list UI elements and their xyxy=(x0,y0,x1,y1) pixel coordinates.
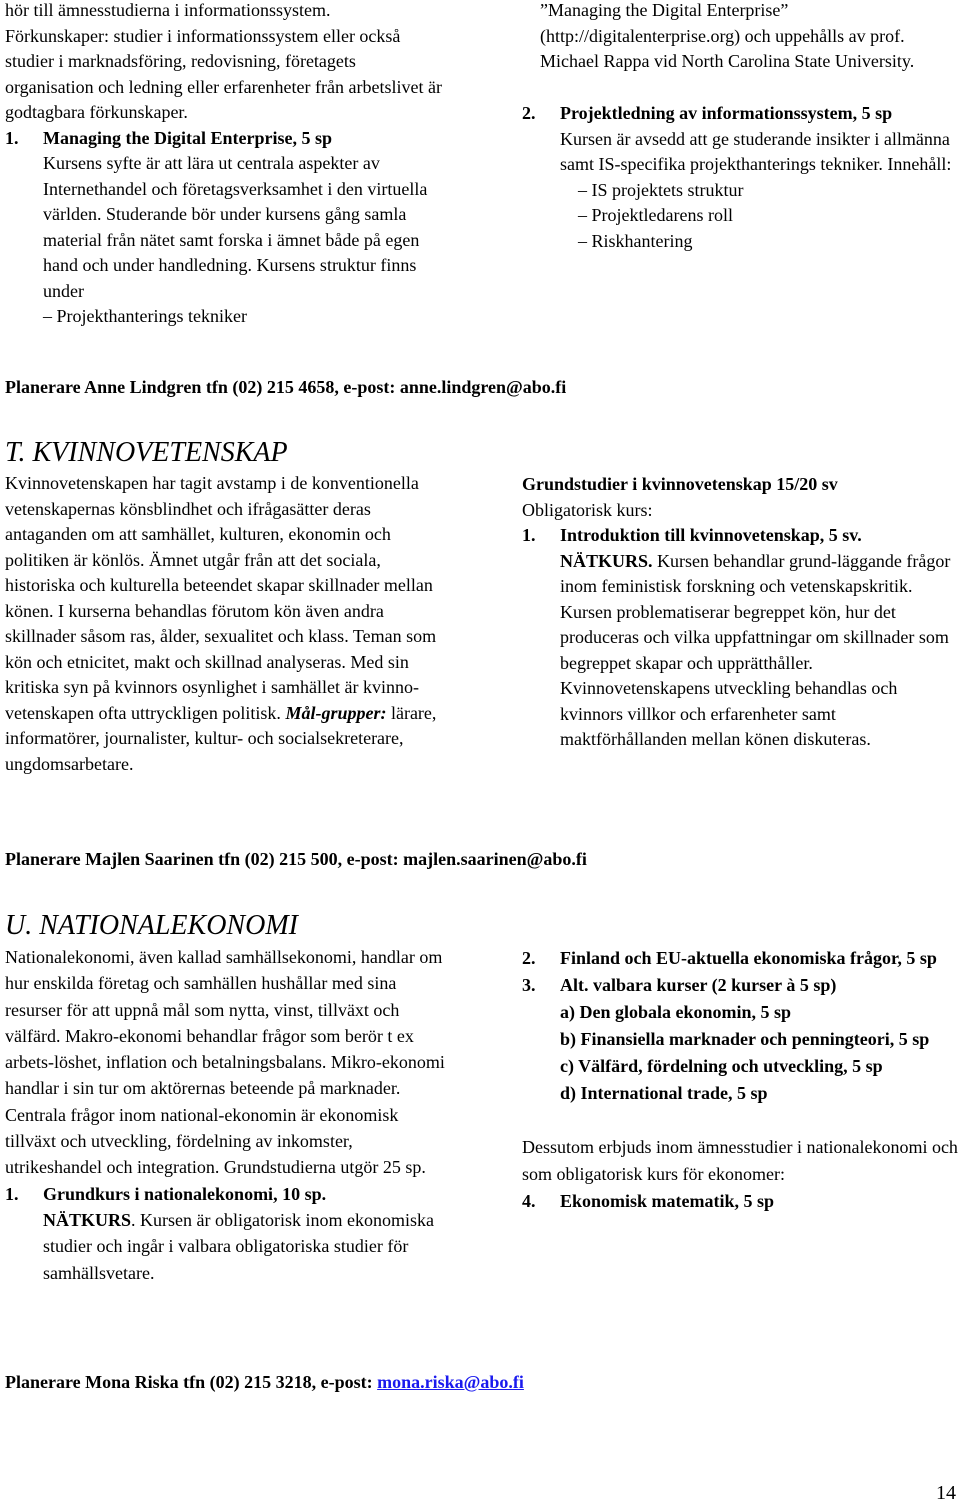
course-description: Kursens syfte är att lära ut centrala aspekter av Internethandel och företagsverksamhet i den virtuella världen. Studerande bör under kursens gång samla material från nätet samt forska i ämnet både på egen hand och under handledning. Kursens struktur finns under xyxy=(43,153,428,301)
course-title: Projektledning av informationssystem, 5 sp xyxy=(560,103,893,123)
course-title: Ekonomisk matematik, 5 sp xyxy=(560,1191,775,1211)
section-t-left-column xyxy=(5,471,445,777)
course-item xyxy=(522,1188,960,1215)
list-item: – Riskhantering xyxy=(578,230,693,251)
content-list xyxy=(560,178,960,255)
section-heading: U. NATIONALEKONOMI xyxy=(5,910,298,941)
course-item xyxy=(5,126,445,330)
course-dash-item: – Projekthanterings tekniker xyxy=(43,306,247,326)
planner-line xyxy=(5,1372,524,1393)
prerequisites-text: Förkunskaper: studier i informationssystem eller också studier i marknadsföring, redovisning, företagets organisation och ledning eller erfarenheter från arbetslivet är godtagbara förkunskaper. xyxy=(5,25,442,122)
additional-studies-text: Dessutom erbjuds inom ämnesstudier i nationalekonomi och som obligatorisk kurs för ekonomer: xyxy=(522,1137,958,1184)
section-description: Nationalekonomi, även kallad samhällsekonomi, handlar om hur enskilda företag och samhällen hushållar med sina resurser för att uppnå mål som nytta, vinst, tillväxt och välfärd. Makro-ekonomi behandlar frågor som berör t ex arbets-löshet, inflation och betalningsbalans. Mikro-ekonomi handlar i sin tur om aktörernas beteende på marknader. Centrala frågor inom national-ekonomin är ekonomisk tillväxt och utveckling, fördelning av inkomster, utrikeshandel och integration. Grundstudierna utgör 25 sp. xyxy=(5,947,445,1178)
intro-line: hör till ämnesstudierna i informationssystem. xyxy=(5,0,331,20)
target-groups-text: lärare, informatörer, journalister, kultur- och socialsekreterare, ungdomsarbetare. xyxy=(5,702,437,774)
course-text: Kursen behandlar grund-läggande frågor inom feministisk forskning och vetenskapskritik. Kursen problematiserar begreppet kön, hur det produceras och vilka uppfattningar om skillnader som begreppet skapar och upprätthåller. Kvinnovetenskapens utveckling behandlas och kvinnors villkor och erfarenheter samt maktförhållanden mellan könen diskuteras. xyxy=(560,550,951,749)
section-s-left-column xyxy=(5,0,445,330)
course-item xyxy=(5,1181,445,1286)
course-title: Managing the Digital Enterprise, 5 sp xyxy=(43,127,333,148)
course-item xyxy=(522,945,960,972)
section-heading: T. KVINNOVETENSKAP xyxy=(5,437,288,468)
course-tag: NÄTKURS. xyxy=(560,550,653,571)
section-t-right-column xyxy=(522,472,960,753)
target-groups-label: Mål-grupper: xyxy=(285,702,387,723)
planner-line: Planerare Anne Lindgren tfn (02) 215 4658, e-post: anne.lindgren@abo.fi xyxy=(5,377,567,397)
section-u-right-column xyxy=(522,945,960,1215)
course-number: 1. xyxy=(5,1183,19,1204)
section-description: Kvinnovetenskapen har tagit avstamp i de konventionella vetenskapernas könsblindhet och ifrågasätter deras antaganden om att samhället, kulturen, ekonomin och politiken är könlös. Ämnet utgår från att det sociala, historiska och kulturella beteendet skapar skillnader mellan könen. I kurserna behandlas förutom kön även andra skillnader såsom ras, ålder, sexualitet och klass. Teman som kön och etnicitet, makt och skillnad analyseras. Med sin kritiska syn på kvinnors osynlighet i samhället är kvinno-vetenskapen ofta uttryckligen politisk. xyxy=(5,473,437,723)
course-number: 2. xyxy=(522,103,536,123)
list-item: – Projektledarens roll xyxy=(578,205,733,225)
email-link[interactable]: mona.riska@abo.fi xyxy=(377,1372,524,1392)
elective-list xyxy=(560,999,960,1107)
course-title: Introduktion till kvinnovetenskap, 5 sv. xyxy=(560,525,862,545)
course-title: Alt. valbara kurser (2 kurser à 5 sp) xyxy=(560,975,837,995)
course-item xyxy=(522,972,960,1107)
section-s-right-column xyxy=(540,0,960,75)
course-number: 1. xyxy=(5,127,19,148)
course-number: 4. xyxy=(522,1191,536,1211)
studies-subheading: Obligatorisk kurs: xyxy=(522,499,653,520)
course-description xyxy=(43,1207,445,1286)
course-title: Grundkurs i nationalekonomi, 10 sp. xyxy=(43,1183,327,1204)
course-item xyxy=(522,101,960,254)
list-item: a) Den globala ekonomin, 5 sp xyxy=(560,1002,792,1022)
list-item: b) Finansiella marknader och penningteori, 5 sp xyxy=(560,1029,930,1049)
planner-text: Planerare Mona Riska tfn (02) 215 3218, e-post: xyxy=(5,1372,378,1392)
course-number: 3. xyxy=(522,975,536,995)
planner-line: Planerare Majlen Saarinen tfn (02) 215 500, e-post: majlen.saarinen@abo.fi xyxy=(5,849,587,869)
section-u-left-column xyxy=(5,944,445,1286)
course-tag: NÄTKURS xyxy=(43,1209,132,1230)
course-number: 1. xyxy=(522,525,536,545)
studies-heading: Grundstudier i kvinnovetenskap 15/20 sv xyxy=(522,474,838,494)
course-number: 2. xyxy=(522,948,536,968)
course-description-cont: ”Managing the Digital Enterprise” (http://digitalenterprise.org) och uppehålls av prof. Michael Rappa vid North Carolina State University. xyxy=(540,0,915,71)
course-item xyxy=(522,523,960,753)
list-item: d) International trade, 5 sp xyxy=(560,1083,768,1103)
course-text: . Kursen är obligatorisk inom ekonomiska studier och ingår i valbara obligatoriska studier för samhällsvetare. xyxy=(43,1209,434,1283)
section-s-right-course xyxy=(522,101,960,254)
course-description: Kursen är avsedd att ge studerande insikter i allmänna samt IS-specifika projekthanterings tekniker. Innehåll: xyxy=(560,128,952,174)
list-item: c) Välfärd, fördelning och utveckling, 5 sp xyxy=(560,1056,883,1076)
course-description xyxy=(560,549,960,753)
course-title: Finland och EU-aktuella ekonomiska frågor, 5 sp xyxy=(560,948,937,968)
list-item: – IS projektets struktur xyxy=(578,179,744,200)
page-number: 14 xyxy=(936,1482,956,1504)
